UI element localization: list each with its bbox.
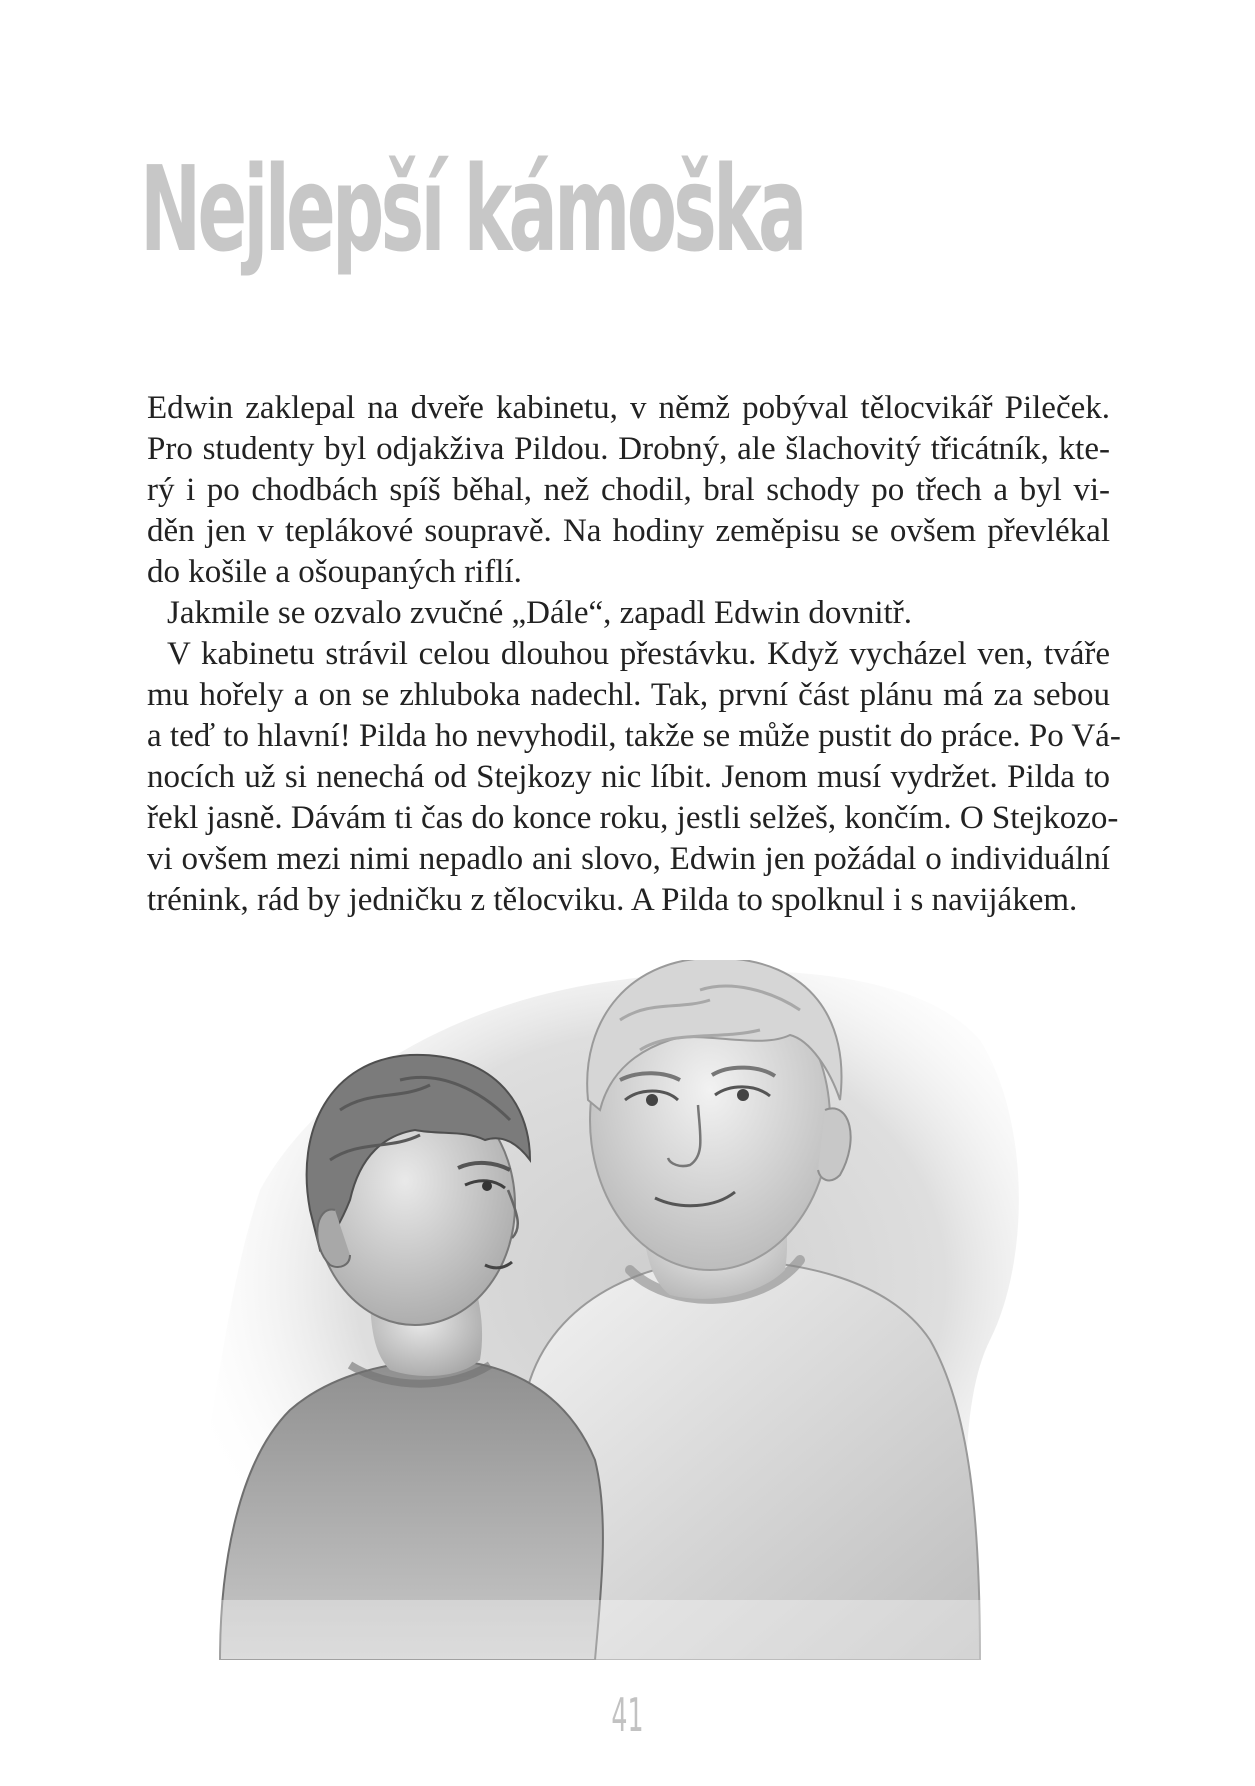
text-line: rý i po chodbách spíš běhal, než chodil, bral schody po třech a byl vi- bbox=[147, 472, 1110, 508]
text-line: nocích už si nenechá od Stejkozy nic líbit. Jenom musí vydržet. Pilda to bbox=[147, 759, 1110, 795]
paragraph-2 bbox=[147, 593, 1110, 634]
text-line: Pro studenty byl odjakživa Pildou. Drobný, ale šlachovitý třicátník, kte- bbox=[147, 431, 1110, 467]
text-line: děn jen v teplákové soupravě. Na hodiny zeměpisu se ovšem převlékal bbox=[147, 513, 1110, 549]
text-line: řekl jasně. Dávám ti čas do konce roku, jestli selžeš, končím. O Stejkozo- bbox=[147, 800, 1119, 836]
text-line: trénink, rád by jedničku z tělocviku. A Pilda to spolknul i s navijákem. bbox=[147, 882, 1078, 918]
text-line: V kabinetu strávil celou dlouhou přestávku. Když vycházel ven, tváře bbox=[167, 636, 1110, 672]
text-line: Edwin zaklepal na dveře kabinetu, v němž pobýval tělocvikář Pileček. bbox=[147, 390, 1110, 426]
text-line: vi ovšem mezi nimi nepadlo ani slovo, Edwin jen požádal o individuální bbox=[147, 841, 1110, 877]
pencil-illustration bbox=[200, 960, 1130, 1660]
body-text bbox=[147, 388, 1121, 921]
paragraph-1 bbox=[147, 388, 1110, 593]
text-line: mu hořely a on se zhluboka nadechl. Tak, první část plánu má za sebou bbox=[147, 677, 1110, 713]
text-line: do košile a ošoupaných riflí. bbox=[147, 554, 522, 590]
chapter-title: Nejlepší kámoška bbox=[140, 140, 804, 278]
paragraph-3 bbox=[147, 634, 1121, 921]
text-line: a teď to hlavní! Pilda ho nevyhodil, takže se může pustit do práce. Po Vá- bbox=[147, 718, 1121, 754]
text-line: Jakmile se ozvalo zvučné „Dále“, zapadl Edwin dovnitř. bbox=[167, 595, 912, 631]
page-number: 41 bbox=[611, 1688, 644, 1742]
